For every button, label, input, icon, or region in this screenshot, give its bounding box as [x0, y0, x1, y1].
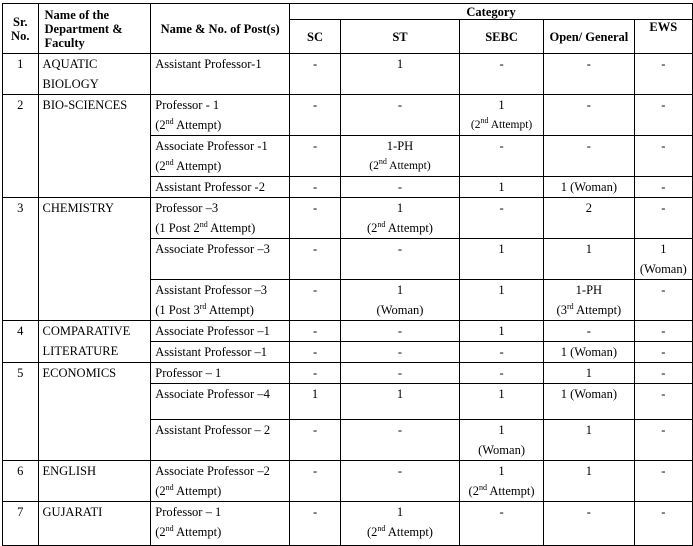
- cell-sc: -: [290, 321, 341, 342]
- cell-st: -: [340, 177, 459, 198]
- header-sebc: SEBC: [459, 20, 543, 54]
- cell-ews: -: [634, 321, 692, 342]
- table-row: [3, 95, 693, 136]
- cell-sc: -: [290, 239, 341, 280]
- cell-open: 1: [544, 239, 635, 280]
- post-name: Assistant Professor –1: [151, 342, 290, 363]
- cell-st: -: [340, 420, 459, 461]
- cell-ews: 1 (Woman): [634, 239, 692, 280]
- cell-sebc: 1 (Woman): [459, 420, 543, 461]
- cell-open: 1: [544, 420, 635, 461]
- table-row: [3, 198, 693, 239]
- attempt-note: (2nd Attempt): [366, 219, 433, 235]
- cell-sc: -: [290, 198, 341, 239]
- sr-no: 1: [3, 54, 39, 95]
- cell-ews: -: [634, 342, 692, 363]
- department-name: [38, 54, 151, 95]
- cell-sebc: 1: [459, 321, 543, 342]
- cell-st: 1: [340, 54, 459, 95]
- attempt-line: (2nd Attempt): [155, 482, 222, 498]
- cell-open: 1: [544, 461, 635, 502]
- post-line: Associate Professor –2: [155, 464, 270, 478]
- cell-st: 1: [340, 384, 459, 420]
- post-name: [151, 502, 290, 546]
- cell-sc: 1: [290, 384, 341, 420]
- department-line: BIOLOGY: [42, 77, 99, 91]
- cell-ews: -: [634, 198, 692, 239]
- attempt-note: (2nd Attempt): [366, 523, 433, 539]
- woman-note: (Woman): [376, 303, 424, 317]
- cell-st: 1-PH (2nd Attempt): [340, 136, 459, 177]
- attempt-note: (2nd Attempt): [470, 116, 533, 131]
- department-name: ENGLISH: [38, 461, 151, 502]
- header-open-general: Open/ General: [544, 20, 635, 54]
- cell-ews: -: [634, 502, 692, 546]
- post-name: [151, 136, 290, 177]
- department-line: LITERATURE: [42, 344, 119, 358]
- header-department: Name of the Department & Faculty: [38, 4, 151, 54]
- attempt-note: (2nd Attempt): [369, 157, 431, 172]
- header-sc: SC: [290, 20, 341, 54]
- post-name: Assistant Professor-1: [151, 54, 290, 95]
- post-line: Professor –3: [155, 201, 219, 215]
- cell-sc: -: [290, 461, 341, 502]
- cell-open: -: [544, 502, 635, 546]
- attempt-line: (2nd Attempt): [155, 523, 222, 539]
- department-name: CHEMISTRY: [38, 198, 151, 321]
- header-st: ST: [340, 20, 459, 54]
- woman-note: (Woman): [639, 262, 687, 276]
- cell-ews: -: [634, 461, 692, 502]
- header-ews: EWS: [634, 20, 692, 54]
- cell-sebc: 1: [459, 177, 543, 198]
- cell-sebc: 1 (2nd Attempt): [459, 95, 543, 136]
- cell-sc: -: [290, 420, 341, 461]
- cell-st: -: [340, 363, 459, 384]
- table-row: [3, 502, 693, 546]
- cell-open: 1-PH (3rd Attempt): [544, 280, 635, 321]
- cell-open: -: [544, 136, 635, 177]
- post-name: Associate Professor –4: [151, 384, 290, 420]
- department-line: COMPARATIVE: [42, 324, 131, 338]
- post-name: [151, 461, 290, 502]
- cell-sebc: -: [459, 363, 543, 384]
- post-line: Assistant Professor –3: [155, 283, 268, 297]
- department-line: AQUATIC: [42, 57, 98, 71]
- cell-open: 1 (Woman): [544, 342, 635, 363]
- attempt-line: (2nd Attempt): [155, 116, 222, 132]
- cell-ews: -: [634, 177, 692, 198]
- cell-open: 1: [544, 363, 635, 384]
- department-name: GUJARATI: [38, 502, 151, 546]
- cell-sebc: -: [459, 136, 543, 177]
- cell-ews: -: [634, 95, 692, 136]
- sr-no: 7: [3, 502, 39, 546]
- sr-no: 5: [3, 363, 39, 461]
- post-line: Associate Professor -1: [155, 139, 268, 153]
- cell-sc: -: [290, 280, 341, 321]
- recruitment-table: [2, 3, 693, 546]
- cell-st: -: [340, 239, 459, 280]
- cell-sc: -: [290, 177, 341, 198]
- cell-st: -: [340, 95, 459, 136]
- post-name: Associate Professor –1: [151, 321, 290, 342]
- table-row: [3, 363, 693, 384]
- cell-st: -: [340, 321, 459, 342]
- cell-open: -: [544, 54, 635, 95]
- attempt-note: (2nd Attempt): [468, 482, 535, 498]
- cell-open: -: [544, 95, 635, 136]
- post-line: Professor – 1: [155, 505, 222, 519]
- attempt-line: (2nd Attempt): [155, 157, 222, 173]
- cell-st: 1 (2nd Attempt): [340, 198, 459, 239]
- post-line: Professor - 1: [155, 98, 220, 112]
- cell-ews: -: [634, 136, 692, 177]
- cell-ews: -: [634, 384, 692, 420]
- attempt-line: (1 Post 3rd Attempt): [155, 301, 254, 317]
- header-sr-no: Sr. No.: [3, 4, 39, 54]
- cell-sc: -: [290, 502, 341, 546]
- cell-open: -: [544, 321, 635, 342]
- department-name: BIO-SCIENCES: [38, 95, 151, 198]
- table-row: [3, 461, 693, 502]
- cell-sc: -: [290, 136, 341, 177]
- cell-sebc: -: [459, 54, 543, 95]
- cell-sc: -: [290, 363, 341, 384]
- table-row: [3, 54, 693, 95]
- post-name: Assistant Professor -2: [151, 177, 290, 198]
- cell-open: 1 (Woman): [544, 177, 635, 198]
- sr-no: 2: [3, 95, 39, 198]
- sr-no: 3: [3, 198, 39, 321]
- cell-sebc: 1: [459, 384, 543, 420]
- cell-sc: -: [290, 54, 341, 95]
- cell-sc: -: [290, 342, 341, 363]
- cell-st: -: [340, 342, 459, 363]
- cell-sebc: -: [459, 198, 543, 239]
- header-post: Name & No. of Post(s): [151, 4, 290, 54]
- post-name: [151, 95, 290, 136]
- cell-sebc: -: [459, 502, 543, 546]
- post-name: Assistant Professor – 2: [151, 420, 290, 461]
- post-name: Professor – 1: [151, 363, 290, 384]
- woman-note: (Woman): [478, 443, 525, 457]
- post-name: Associate Professor –3: [151, 239, 290, 280]
- sr-no: 6: [3, 461, 39, 502]
- cell-st: -: [340, 461, 459, 502]
- cell-sebc: 1 (2nd Attempt): [459, 461, 543, 502]
- cell-open: 1 (Woman): [544, 384, 635, 420]
- department-name: [38, 321, 151, 363]
- sr-no: 4: [3, 321, 39, 363]
- cell-sebc: 1: [459, 239, 543, 280]
- attempt-line: (1 Post 2nd Attempt): [155, 219, 256, 235]
- post-name: [151, 280, 290, 321]
- cell-sebc: 1: [459, 280, 543, 321]
- attempt-note: (3rd Attempt): [556, 301, 622, 317]
- cell-st: 1 (2nd Attempt): [340, 502, 459, 546]
- cell-ews: -: [634, 54, 692, 95]
- table-row: [3, 321, 693, 342]
- cell-open: 2: [544, 198, 635, 239]
- department-name: ECONOMICS: [38, 363, 151, 461]
- cell-st: 1 (Woman): [340, 280, 459, 321]
- header-category: Category: [290, 4, 693, 20]
- cell-sc: -: [290, 95, 341, 136]
- cell-ews: -: [634, 420, 692, 461]
- post-name: [151, 198, 290, 239]
- cell-ews: -: [634, 280, 692, 321]
- cell-ews: -: [634, 363, 692, 384]
- cell-sebc: -: [459, 342, 543, 363]
